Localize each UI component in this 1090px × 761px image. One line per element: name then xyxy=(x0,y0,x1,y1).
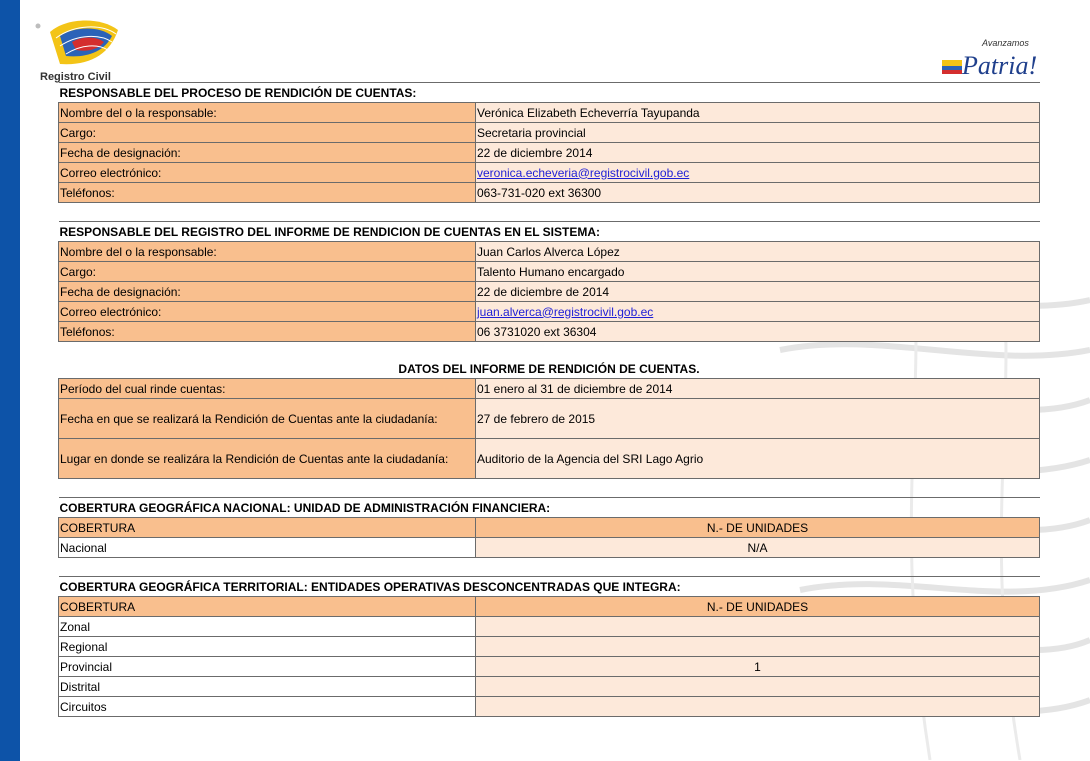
section-responsable-proceso xyxy=(58,82,1040,203)
s2-label-name: Nombre del o la responsable: xyxy=(59,242,476,262)
section1-title: RESPONSABLE DEL PROCESO DE RENDICIÓN DE CUENTAS: xyxy=(59,83,1040,103)
section-cobertura-nacional xyxy=(58,497,1040,558)
s2-label-telefonos: Teléfonos: xyxy=(59,322,476,342)
s4-col-unidades: N.- DE UNIDADES xyxy=(476,518,1040,538)
s5-value-zonal xyxy=(476,617,1040,637)
s1-label-name: Nombre del o la responsable: xyxy=(59,103,476,123)
s3-value-fecha: 27 de febrero de 2015 xyxy=(476,399,1040,439)
s2-label-fecha: Fecha de designación: xyxy=(59,282,476,302)
s1-value-email-cell xyxy=(476,163,1040,183)
patria-logo xyxy=(938,36,1038,84)
section3-title: DATOS DEL INFORME DE RENDICIÓN DE CUENTAS. xyxy=(398,362,700,376)
s5-label-circuitos: Circuitos xyxy=(59,697,476,717)
logo-right-top: Avanzamos xyxy=(982,38,1029,48)
s1-label-cargo: Cargo: xyxy=(59,123,476,143)
s3-value-lugar: Auditorio de la Agencia del SRI Lago Agrio xyxy=(476,439,1040,479)
s3-label-fecha: Fecha en que se realizará la Rendición de Cuentas ante la ciudadanía: xyxy=(59,399,476,439)
registro-civil-logo xyxy=(30,14,130,90)
s2-value-name: Juan Carlos Alverca López xyxy=(476,242,1040,262)
s3-label-lugar: Lugar en donde se realizára la Rendición de Cuentas ante la ciudadanía: xyxy=(59,439,476,479)
logo-right-main: Patria! xyxy=(962,51,1038,80)
s2-label-cargo: Cargo: xyxy=(59,262,476,282)
s3-label-periodo: Período del cual rinde cuentas: xyxy=(59,379,476,399)
s2-value-telefonos: 06 3731020 ext 36304 xyxy=(476,322,1040,342)
s5-label-distrital: Distrital xyxy=(59,677,476,697)
s3-value-periodo: 01 enero al 31 de diciembre de 2014 xyxy=(476,379,1040,399)
s2-label-email: Correo electrónico: xyxy=(59,302,476,322)
section-responsable-registro xyxy=(58,221,1040,342)
s4-value-nacional: N/A xyxy=(476,538,1040,558)
s5-label-regional: Regional xyxy=(59,637,476,657)
s5-value-provincial: 1 xyxy=(476,657,1040,677)
s2-value-cargo: Talento Humano encargado xyxy=(476,262,1040,282)
section2-title: RESPONSABLE DEL REGISTRO DEL INFORME DE RENDICION DE CUENTAS EN EL SISTEMA: xyxy=(59,222,1040,242)
s4-col-cobertura: COBERTURA xyxy=(59,518,476,538)
s1-value-fecha: 22 de diciembre 2014 xyxy=(476,143,1040,163)
section5-title: COBERTURA GEOGRÁFICA TERRITORIAL: ENTIDADES OPERATIVAS DESCONCENTRADAS QUE INTEGRA: xyxy=(59,577,1040,597)
s5-value-regional xyxy=(476,637,1040,657)
s1-email-link[interactable]: veronica.echeveria@registrocivil.gob.ec xyxy=(477,165,690,180)
s5-value-distrital xyxy=(476,677,1040,697)
s5-value-circuitos xyxy=(476,697,1040,717)
s5-label-zonal: Zonal xyxy=(59,617,476,637)
s5-col-cobertura: COBERTURA xyxy=(59,597,476,617)
section-datos-informe xyxy=(58,378,1040,479)
s2-value-email-cell xyxy=(476,302,1040,322)
s1-value-telefonos: 063-731-020 ext 36300 xyxy=(476,183,1040,203)
s1-label-email: Correo electrónico: xyxy=(59,163,476,183)
s2-email-link[interactable]: juan.alverca@registrocivil.gob.ec xyxy=(477,304,654,319)
section4-title: COBERTURA GEOGRÁFICA NACIONAL: UNIDAD DE ADMINISTRACIÓN FINANCIERA: xyxy=(59,498,1040,518)
side-accent-bar xyxy=(0,0,20,761)
section-cobertura-territorial xyxy=(58,576,1040,717)
s2-value-fecha: 22 de diciembre de 2014 xyxy=(476,282,1040,302)
s1-value-name: Verónica Elizabeth Echeverría Tayupanda xyxy=(476,103,1040,123)
s1-label-telefonos: Teléfonos: xyxy=(59,183,476,203)
s1-value-cargo: Secretaria provincial xyxy=(476,123,1040,143)
s4-label-nacional: Nacional xyxy=(59,538,476,558)
s5-label-provincial: Provincial xyxy=(59,657,476,677)
report-sheet xyxy=(58,82,1040,717)
s1-label-fecha: Fecha de designación: xyxy=(59,143,476,163)
logo-left-text: Registro Civil xyxy=(40,71,111,83)
s5-col-unidades: N.- DE UNIDADES xyxy=(476,597,1040,617)
